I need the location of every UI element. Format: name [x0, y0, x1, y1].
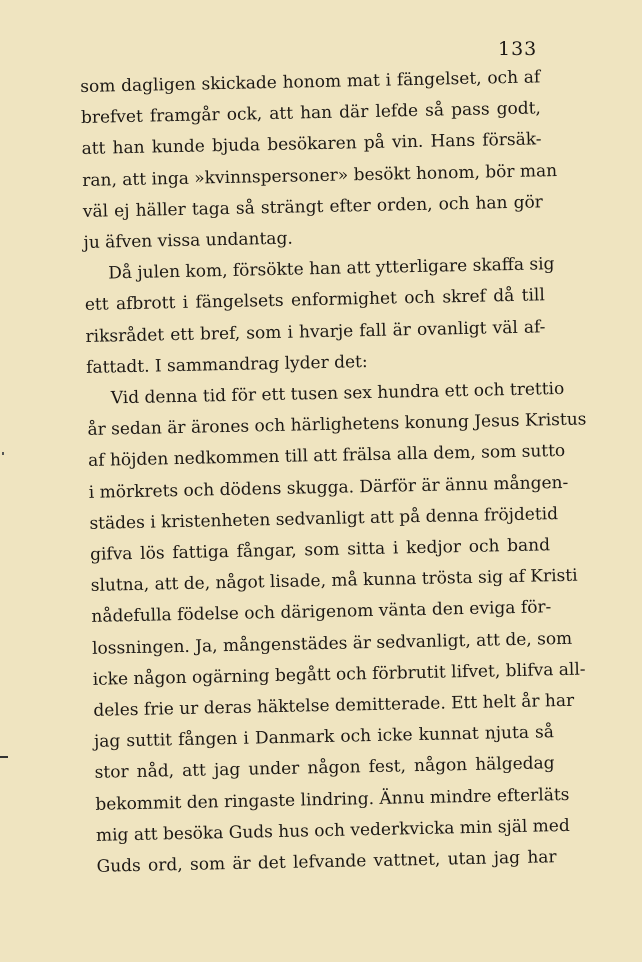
text-line: gifva lös fattiga fångar, som sitta i kedjor och band — [89, 535, 551, 565]
text-line: stor nåd, att jag under någon fest, någon hälgedag — [94, 753, 555, 784]
text-line: Vid denna tid för ett tusen sex hundra ett och trettio — [110, 378, 565, 409]
text-line: mig att besöka Guds hus och vederkvicka min själ med — [95, 815, 570, 846]
page-number: 133 — [498, 38, 538, 60]
text-line: Guds ord, som är det lefvande vattnet, utan jag har — [96, 847, 557, 877]
text-line: af höjden nedkommen till att frälsa alla dem, som sutto — [87, 441, 566, 472]
paragraph — [87, 374, 587, 883]
paragraph — [80, 62, 558, 259]
text-line: väl ej häller taga så strängt efter orden, och han gör — [82, 192, 544, 222]
body-text — [80, 62, 587, 883]
text-line: år sedan är ärones och härlighetens konung Jesus Kristus — [87, 409, 587, 441]
paragraph — [84, 250, 555, 384]
text-line: nådefulla födelse och därigenom vänta den eviga för- — [91, 597, 552, 628]
text-line: städes i kristenheten sedvanligt att på denna fröjdetid — [89, 503, 559, 534]
text-line: fattadt. I sammandrag lyder det: — [85, 351, 368, 378]
text-line: som dagligen skickade honom mat i fängelset, och af — [80, 67, 541, 97]
text-line: att han kunde bjuda besökaren på vin. Hans försäk- — [81, 129, 542, 160]
text-line: i mörkrets och dödens skugga. Därför är ännu mången- — [88, 472, 569, 503]
margin-mark — [0, 756, 8, 758]
text-line: ett afbrott i fängelsets enformighet och skref då till — [84, 285, 545, 316]
text-line: ju äfven vissa undantag. — [83, 228, 293, 253]
text-line: lossningen. Ja, mångenstädes är sedvanligt, att de, som — [91, 628, 573, 659]
text-line: ran, att inga »kvinnspersoner» besökt honom, bör man — [82, 160, 558, 191]
text-line: brefvet framgår ock, att han där lefde så pass godt, — [80, 98, 542, 129]
text-line: icke någon ogärning begått och förbrutit lifvet, blifva all- — [92, 659, 586, 690]
text-line: jag suttit fången i Danmark och icke kunnat njuta så — [93, 722, 555, 753]
margin-speck — [2, 452, 4, 455]
text-line: deles frie ur deras häktelse demitterade. Ett helt år har — [93, 690, 575, 721]
text-line: slutna, att de, något lisade, må kunna trösta sig af Kristi — [90, 565, 578, 597]
text-line: riksrådet ett bref, som i hvarje fall är ovanligt väl af- — [85, 316, 546, 347]
text-line: bekommit den ringaste lindring. Ännu mindre efterläts — [95, 784, 570, 815]
text-line: Då julen kom, försökte han att ytterligare skaffa sig — [108, 254, 555, 284]
